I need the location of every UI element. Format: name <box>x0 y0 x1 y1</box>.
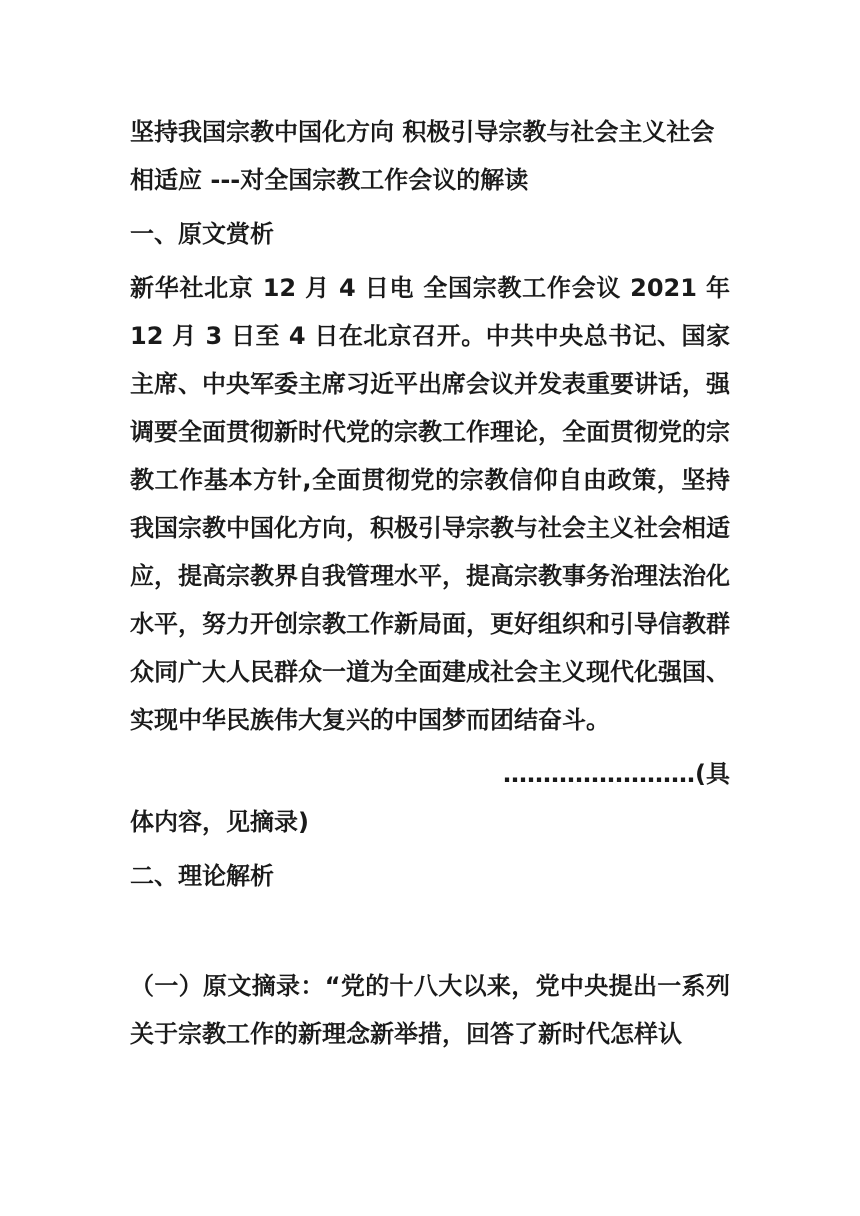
excerpt-paragraph: （一）原文摘录：“党的十八大以来，党中央提出一系列关于宗教工作的新理念新举措，回答了新时代怎样认 <box>130 972 730 1048</box>
document-page <box>130 108 730 1058</box>
ellipsis-note: ……………………(具 <box>503 760 730 788</box>
document-title: 坚持我国宗教中国化方向 积极引导宗教与社会主义社会相适应 ---对全国宗教工作会议的解读 <box>130 118 715 194</box>
blank-spacer <box>130 900 730 956</box>
section-heading-appreciation: 一、原文赏析 <box>130 220 274 248</box>
news-paragraph: 新华社北京 12 月 4 日电 全国宗教工作会议 2021 年 12 月 3 日至 4 日在北京召开。中共中央总书记、国家主席、中央军委主席习近平出席会议并发表重要讲话，强调要全面贯彻新时代党的宗教工作理论，全面贯彻党的宗教工作基本方针,全面贯彻党的宗教信仰自由政策，坚持我国宗教中国化方向，积极引导宗教与社会主义社会相适应，提高宗教界自我管理水平，提高宗教事务治理法治化水平，努力开创宗教工作新局面，更好组织和引导信教群众同广大人民群众一道为全面建成社会主义现代化强国、实现中华民族伟大复兴的中国梦而团结奋斗。 <box>130 274 730 734</box>
ellipsis-note-continued: 体内容，见摘录) <box>130 808 309 836</box>
section-heading-analysis: 二、理论解析 <box>130 862 274 890</box>
